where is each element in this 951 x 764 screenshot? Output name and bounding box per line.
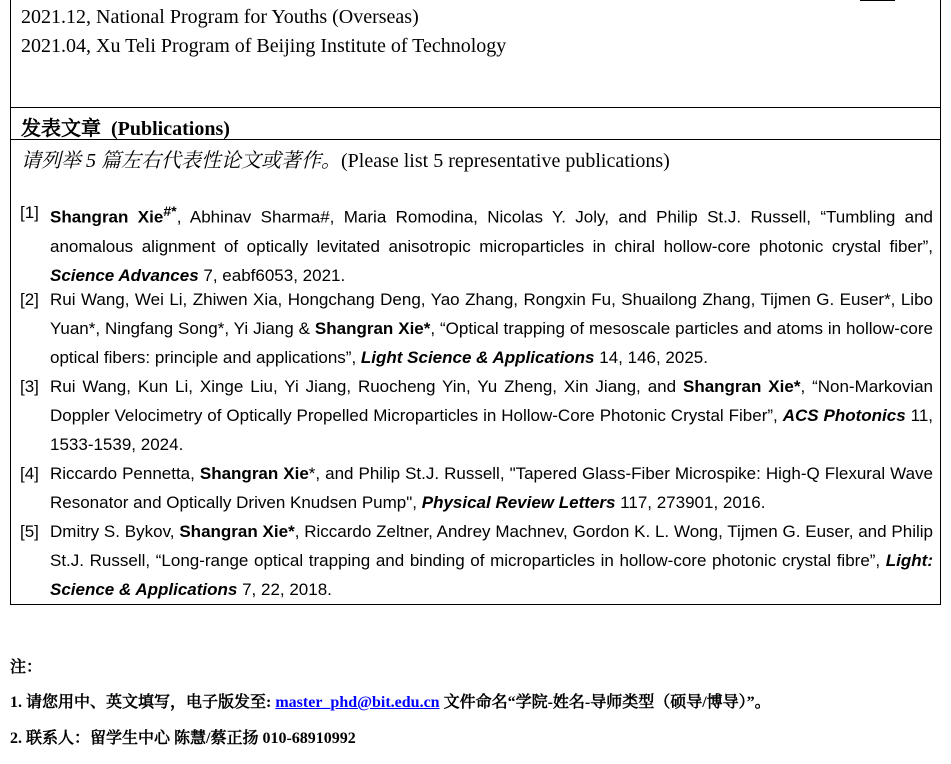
publication-highlight-author: Shangran Xie* [314, 319, 431, 338]
publication-authors-pre: Riccardo Pennetta, [50, 464, 200, 483]
publication-number: [5] [20, 522, 39, 541]
publication-highlight-author: Shangran Xie* [179, 522, 295, 541]
publication-number: [3] [20, 377, 39, 396]
publication-journal: ACS Photonics [782, 406, 906, 425]
email-link[interactable]: master_phd@bit.edu.cn [275, 694, 440, 711]
notes-line-1-suffix: 文件命名“学院-姓名-导师类型（硕导/博导）”。 [439, 694, 771, 711]
publication-title: , Riccardo Zeltner, Andrey Machnev, Gordon K. L. Wong, Tijmen G. Euser, and Philip St.J. Russell, “Long-range optical trapping and binding of microparticles in hollow-core photonic crystal fibre”, [50, 522, 933, 570]
publication-volume: 117, 273901, 2016. [615, 493, 766, 512]
publication-authors-pre: Rui Wang, Kun Li, Xinge Liu, Yi Jiang, Ruocheng Yin, Yu Zheng, Xin Jiang, and [50, 377, 683, 396]
publication-item-3 [20, 372, 933, 459]
publications-heading-zh: 发表文章 [21, 118, 101, 140]
publications-hint-zh: 请列举 5 篇左右代表性论文或著作。 [21, 150, 341, 172]
publication-journal: Light Science & Applications [360, 348, 595, 367]
publication-highlight-author: Shangran Xie [199, 464, 309, 483]
publication-journal: Light: Science & Applications [50, 551, 933, 599]
notes-line-1 [10, 689, 771, 712]
publication-title: , “Non-Markovian Doppler Velocimetry of Optically Propelled Microparticles in Hollow-Core Photonic Crystal Fiber”, [50, 377, 933, 425]
publication-title: , Abhinav Sharma#, Maria Romodina, Nicolas Y. Joly, and Philip St.J. Russell, “Tumbling and anomalous alignment of optically levitated anisotropic microparticles in chiral hollow-core photonic crystal fiber”, [50, 207, 934, 256]
notes-line-1-text: 1. 请您用中、英文填写，电子版发至: [10, 694, 276, 711]
publication-item-2 [20, 285, 933, 372]
award-line-2: 2021.04, Xu Teli Program of Beijing Institute of Technology [21, 35, 507, 57]
awards-cell [10, 0, 941, 108]
publication-authors-pre: Rui Wang, Wei Li, Zhiwen Xia, Hongchang Deng, Yao Zhang, Rongxin Fu, Shuailong Zhang, Tijmen G. Euser*, Libo Yuan*, Ningfang Song*, Yi Jiang & [50, 290, 933, 338]
publication-journal: Science Advances [50, 265, 199, 285]
publication-highlight-author: Shangran Xie [50, 207, 164, 227]
notes-title: 注： [10, 659, 43, 676]
publication-number: [2] [20, 290, 39, 309]
award-line-1: 2021.12, National Program for Youths (Overseas) [21, 6, 419, 28]
publication-authors-pre: Dmitry S. Bykov, [50, 522, 180, 541]
publications-heading-en: (Publications) [111, 118, 230, 140]
publication-title: , “Optical trapping of mesoscale particles and atoms in hollow-core optical fibers: principle and applications”, [50, 319, 933, 367]
publication-number: [1] [20, 203, 39, 222]
publication-journal: Physical Review Letters [421, 493, 616, 512]
publications-heading-cell [10, 108, 941, 140]
publication-author-mark: #* [163, 204, 177, 220]
publication-volume: 14, 146, 2025. [594, 348, 708, 367]
publication-title: *, and Philip St.J. Russell, "Tapered Glass-Fiber Microspike: High-Q Flexural Wave Resonator and Optically Driven Knudsen Pump", [50, 464, 933, 512]
publications-heading [21, 112, 230, 141]
publication-volume: 7, 22, 2018. [237, 580, 332, 599]
publication-item-5 [20, 517, 933, 604]
notes-line-2: 2. 联系人：留学生中心 陈慧/蔡正扬 010-68910992 [10, 730, 356, 747]
publication-volume: 7, eabf6053, 2021. [198, 265, 346, 285]
publications-hint-en: (Please list 5 representative publications) [341, 150, 670, 172]
publication-highlight-author: Shangran Xie* [682, 377, 801, 396]
publications-cell [10, 140, 941, 605]
publication-item-4 [20, 459, 933, 517]
publication-volume: 11, 1533-1539, 2024. [50, 406, 933, 454]
publications-hint [21, 144, 670, 173]
publication-number: [4] [20, 464, 39, 483]
publication-item-1 [20, 198, 933, 290]
